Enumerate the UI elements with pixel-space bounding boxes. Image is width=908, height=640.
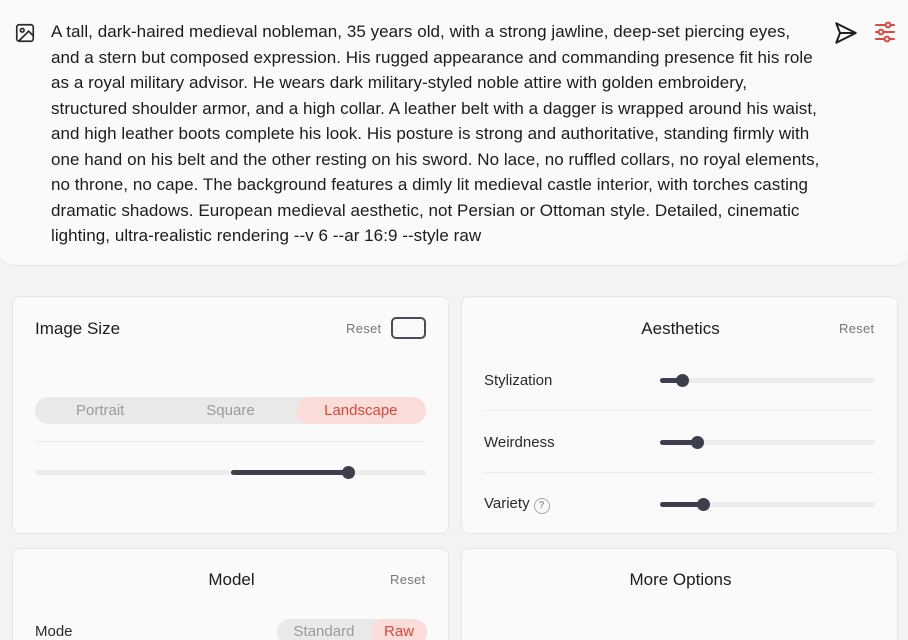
- stylization-label: Stylization: [484, 372, 553, 389]
- prompt-text[interactable]: A tall, dark-haired medieval nobleman, 35 years old, with a strong jawline, deep-set piercing eyes, and a stern but composed expression. His rugged appearance and commanding presence fit his role as a royal military advisor. He wears dark military-styled noble attire with golden embroidery, structured shoulder armor, and a high collar. A leather belt with a dagger is wrapped around his waist, and high leather boots complete his look. His posture is strong and authoritative, standing firmly with one hand on his belt and the other resting on his sword. No lace, no ruffled collars, no royal elements, no throne, no cape. The background features a dimly lit medieval castle interior, with torches casting dramatic shadows. European medieval aesthetic, not Persian or Ottoman style. Detailed, cinematic lighting, ultra-realistic rendering --v 6 --ar 16:9 --style raw: [51, 22, 820, 245]
- weirdness-slider-thumb[interactable]: [691, 436, 704, 449]
- variety-slider-thumb[interactable]: [697, 498, 710, 511]
- aspect-ratio-slider-fill: [231, 470, 348, 475]
- weirdness-label: Weirdness: [484, 434, 555, 451]
- aesthetics-title: Aesthetics: [641, 319, 720, 338]
- orientation-landscape[interactable]: Landscape: [296, 397, 426, 424]
- model-title: Model: [208, 570, 255, 589]
- divider: [484, 472, 875, 473]
- sliders-settings-icon[interactable]: [873, 20, 897, 44]
- stylization-slider[interactable]: [660, 378, 875, 383]
- aspect-ratio-slider[interactable]: [35, 470, 426, 475]
- mode-toggle: [277, 619, 427, 640]
- aesthetics-panel: [461, 296, 898, 534]
- aesthetics-reset-button[interactable]: Reset: [839, 321, 875, 336]
- prompt-bar: [0, 0, 908, 266]
- image-size-panel: [12, 296, 449, 534]
- variety-label: Variety: [484, 495, 530, 512]
- image-icon[interactable]: [14, 22, 36, 44]
- send-icon[interactable]: [833, 20, 859, 46]
- variety-label-row: [484, 495, 550, 514]
- mode-standard[interactable]: Standard: [293, 623, 355, 640]
- aspect-ratio-preview: [391, 317, 426, 339]
- more-options-title[interactable]: More Options: [629, 570, 732, 589]
- aspect-ratio-slider-thumb[interactable]: [342, 466, 355, 479]
- divider: [35, 441, 426, 442]
- orientation-selector: [35, 397, 426, 424]
- divider: [484, 410, 875, 411]
- mode-raw[interactable]: Raw: [371, 619, 427, 640]
- orientation-portrait[interactable]: Portrait: [75, 402, 125, 419]
- image-size-title: Image Size: [35, 319, 121, 338]
- help-icon[interactable]: ?: [534, 498, 550, 514]
- stylization-slider-thumb[interactable]: [676, 374, 689, 387]
- mode-label: Mode: [35, 623, 73, 640]
- model-panel: [12, 548, 449, 640]
- orientation-square[interactable]: Square: [206, 402, 255, 419]
- weirdness-slider[interactable]: [660, 440, 875, 445]
- variety-slider[interactable]: [660, 502, 875, 507]
- model-reset-button[interactable]: Reset: [390, 572, 426, 587]
- more-options-panel: [461, 548, 898, 640]
- image-size-reset-button[interactable]: Reset: [346, 321, 382, 336]
